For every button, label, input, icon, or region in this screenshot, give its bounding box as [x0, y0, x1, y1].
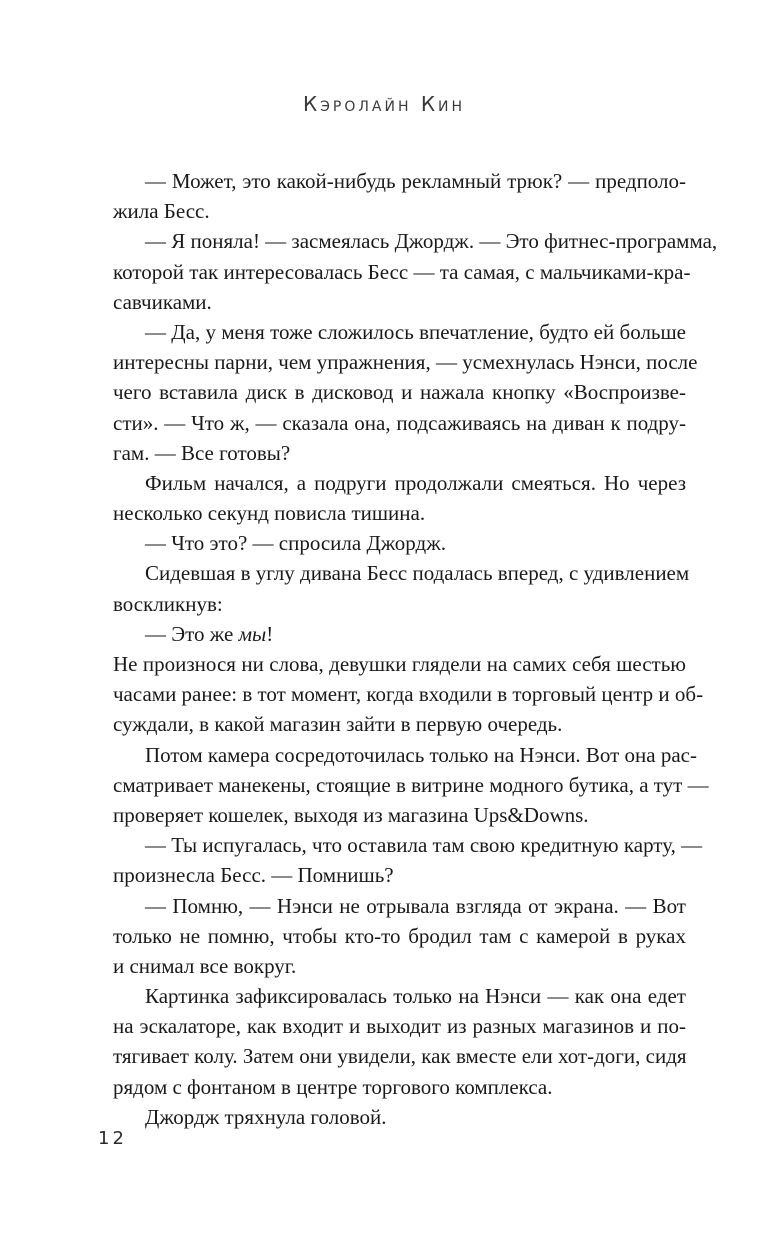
text-line: которой так интересовалась Бесс — та самая, с мальчиками-кра- [113, 259, 691, 284]
text-line: интересны парни, чем упражнения, — усмехнулась Нэнси, после [113, 350, 698, 375]
text-line: рядом с фонтаном в центре торгового комплекса. [113, 1074, 553, 1099]
text-line: тягивает колу. Затем они увидели, как вместе ели хот-доги, сидя [113, 1044, 687, 1069]
text-line: проверяет кошелек, выходя из магазина Ups&Downs. [113, 802, 589, 827]
text-line: Потом камера сосредоточилась только на Нэнси. Вот она рас- [145, 742, 697, 767]
text-line: на эскалаторе, как входит и выходит из разных магазинов и по- [113, 1014, 686, 1039]
page-number: 12 [98, 1128, 127, 1149]
text-line: сматривает манекены, стоящие в витрине модного бутика, а тут — [113, 772, 709, 797]
text-line: Картинка зафиксировалась только на Нэнси — как она едет [145, 984, 686, 1009]
text-line: чего вставила диск в дисковод и нажала кнопку «Воспроизве- [113, 380, 686, 405]
text-line: Сидевшая в углу дивана Бесс подалась вперед, с удивлением [145, 561, 690, 586]
text-line: — Ты испугалась, что оставила там свою кредитную карту, — [145, 833, 703, 858]
text-line: несколько секунд повисла тишина. [113, 501, 426, 526]
text-line: гам. — Все готовы? [113, 440, 291, 465]
text-line: сти». — Что ж, — сказала она, подсаживаясь на диван к подру- [113, 410, 686, 435]
text-line: произнесла Бесс. — Помнишь? [113, 863, 394, 888]
text-line: — Помню, — Нэнси не отрывала взгляда от экрана. — Вот [145, 893, 686, 918]
text-line: Джордж тряхнула головой. [145, 1104, 387, 1129]
text-line: — Может, это какой-нибудь рекламный трюк? — предполо- [145, 169, 686, 193]
text-line: савчиками. [113, 289, 212, 314]
text-line: — Я поняла! — засмеялась Джордж. — Это фитнес-программа, [145, 229, 718, 254]
body-text [113, 166, 718, 1132]
text-line: суждали, в какой магазин зайти в первую очередь. [113, 712, 563, 737]
text-line: Не произнося ни слова, девушки глядели на самих себя шестью [113, 652, 686, 676]
text-line: только не помню, чтобы кто-то бродил там с камерой в руках [113, 923, 686, 948]
text-line: — Да, у меня тоже сложилось впечатление, будто ей больше [145, 319, 686, 344]
text-line: жила Бесс. [113, 199, 210, 224]
text-line: часами ранее: в тот момент, когда входили в торговый центр и об- [113, 682, 704, 707]
text-line: воскликнув: [113, 591, 223, 616]
running-head-author: Кэролайн Кин [302, 92, 466, 116]
text-line: и снимал все вокруг. [113, 953, 297, 978]
text-line: — Это же мы! [145, 621, 274, 646]
text-line: — Что это? — спросила Джордж. [145, 531, 446, 556]
text-line: Фильм начался, а подруги продолжали смеяться. Но через [145, 470, 686, 495]
